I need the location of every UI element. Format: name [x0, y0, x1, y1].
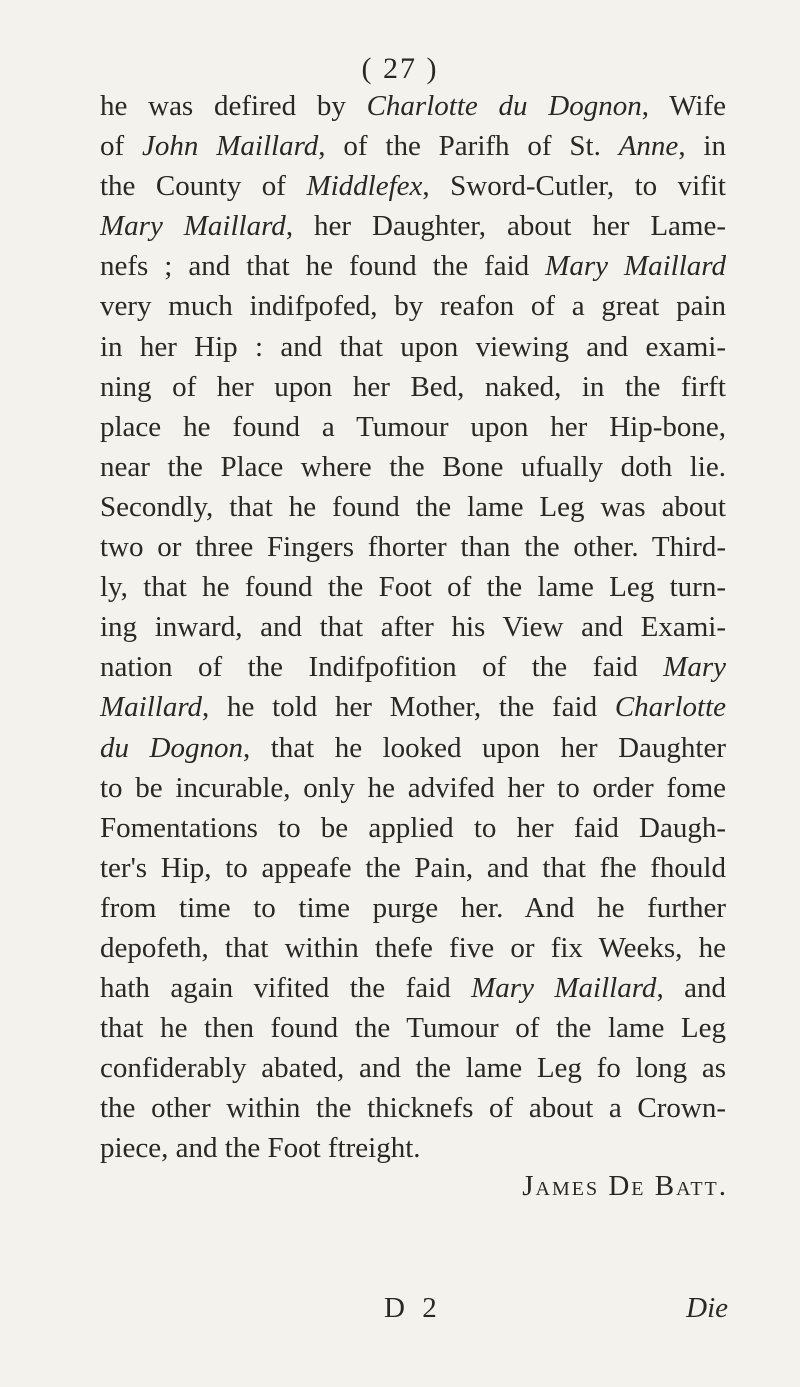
text-run: very much indifpofed, by reafon of a great pain [100, 290, 726, 323]
text-line [100, 527, 726, 567]
footer-line [0, 1292, 800, 1336]
italic-name: Charlotte [614, 691, 726, 724]
page-number: ( 27 ) [361, 52, 439, 85]
body-text [100, 86, 726, 1169]
catchword: Die [686, 1292, 728, 1324]
text-line [100, 968, 726, 1008]
text-run: , he told her Mother, the faid [202, 691, 615, 724]
text-line [100, 728, 726, 768]
text-run: two or three Fingers fhorter than the other. Third- [100, 531, 726, 564]
text-line [100, 487, 726, 527]
text-line [100, 447, 726, 487]
text-line [100, 928, 726, 968]
text-run: hath again vifited the faid [100, 972, 472, 1005]
text-run: ning of her upon her Bed, naked, in the firft [100, 370, 726, 403]
italic-name: Mary Maillard [545, 250, 726, 283]
text-run: , her Daughter, about her Lame- [285, 210, 726, 243]
text-line [100, 407, 726, 447]
text-line [100, 607, 726, 647]
text-run: near the Place where the Bone ufually doth lie. [100, 450, 726, 483]
text-run: confiderably abated, and the lame Leg fo long as [100, 1052, 726, 1085]
italic-name: du Dognon [100, 731, 243, 764]
text-line [100, 1048, 726, 1088]
text-line [100, 808, 726, 848]
text-line [100, 327, 726, 367]
text-run: from time to time purge her. And he further [100, 891, 726, 924]
italic-name: Maillard [100, 691, 203, 724]
text-run: , in [678, 130, 726, 163]
text-line [100, 647, 726, 687]
text-run: , Sword-Cutler, to vifit [422, 170, 726, 203]
text-run: ly, that he found the Foot of the lame Leg turn- [100, 571, 726, 604]
italic-name: Mary [663, 651, 726, 684]
text-run: the other within the thicknefs of about a Crown- [100, 1092, 726, 1125]
text-line [100, 246, 726, 286]
italic-name: Middlefex [306, 170, 423, 203]
italic-name: Mary Maillard [100, 210, 286, 243]
text-run: nefs ; and that he found the faid [100, 250, 546, 283]
text-run: depofeth, that within thefe five or fix Weeks, he [100, 931, 726, 964]
text-line [100, 286, 726, 326]
text-run: , Wife [641, 90, 726, 122]
text-line [100, 86, 726, 126]
text-run: that he then found the Tumour of the lame Leg [100, 1012, 726, 1045]
text-run: piece, and the Foot ftreight. [100, 1132, 421, 1165]
text-run: ing inward, and that after his View and Exami- [100, 611, 726, 644]
text-line [100, 1128, 726, 1168]
text-line [100, 888, 726, 928]
text-line [100, 687, 726, 727]
text-run: nation of the Indifpofition of the faid [100, 651, 664, 684]
text-run: , that he looked upon her Daughter [242, 731, 727, 764]
text-run: Fomentations to be applied to her faid Daugh- [100, 811, 726, 844]
text-line [100, 848, 726, 888]
text-run: he was defired by [100, 90, 367, 122]
text-run: to be incurable, only he advifed her to order fome [100, 771, 726, 804]
text-line [100, 1088, 726, 1128]
text-run: in her Hip : and that upon viewing and exami- [100, 330, 726, 363]
text-line [100, 1008, 726, 1048]
text-line [100, 126, 726, 166]
italic-name: John Maillard [142, 130, 319, 163]
text-run: Secondly, that he found the lame Leg was about [100, 490, 726, 523]
italic-name: Mary Maillard [471, 972, 657, 1005]
text-run: , of the Parifh of St. [318, 130, 619, 163]
text-run: of [100, 130, 143, 163]
text-run: , and [656, 972, 726, 1005]
text-line [100, 567, 726, 607]
text-run: place he found a Tumour upon her Hip-bone, [100, 410, 726, 443]
italic-name: Anne [618, 130, 679, 163]
signature: James De Batt. [522, 1170, 728, 1202]
italic-name: Charlotte du Dognon [366, 90, 642, 122]
text-line [100, 768, 726, 808]
text-run: ter's Hip, to appeafe the Pain, and that fhe fhould [100, 851, 726, 884]
text-line [100, 367, 726, 407]
text-line [100, 206, 726, 246]
text-line [100, 166, 726, 206]
text-run: the County of [100, 170, 307, 203]
signature-mark: D 2 [384, 1292, 442, 1324]
